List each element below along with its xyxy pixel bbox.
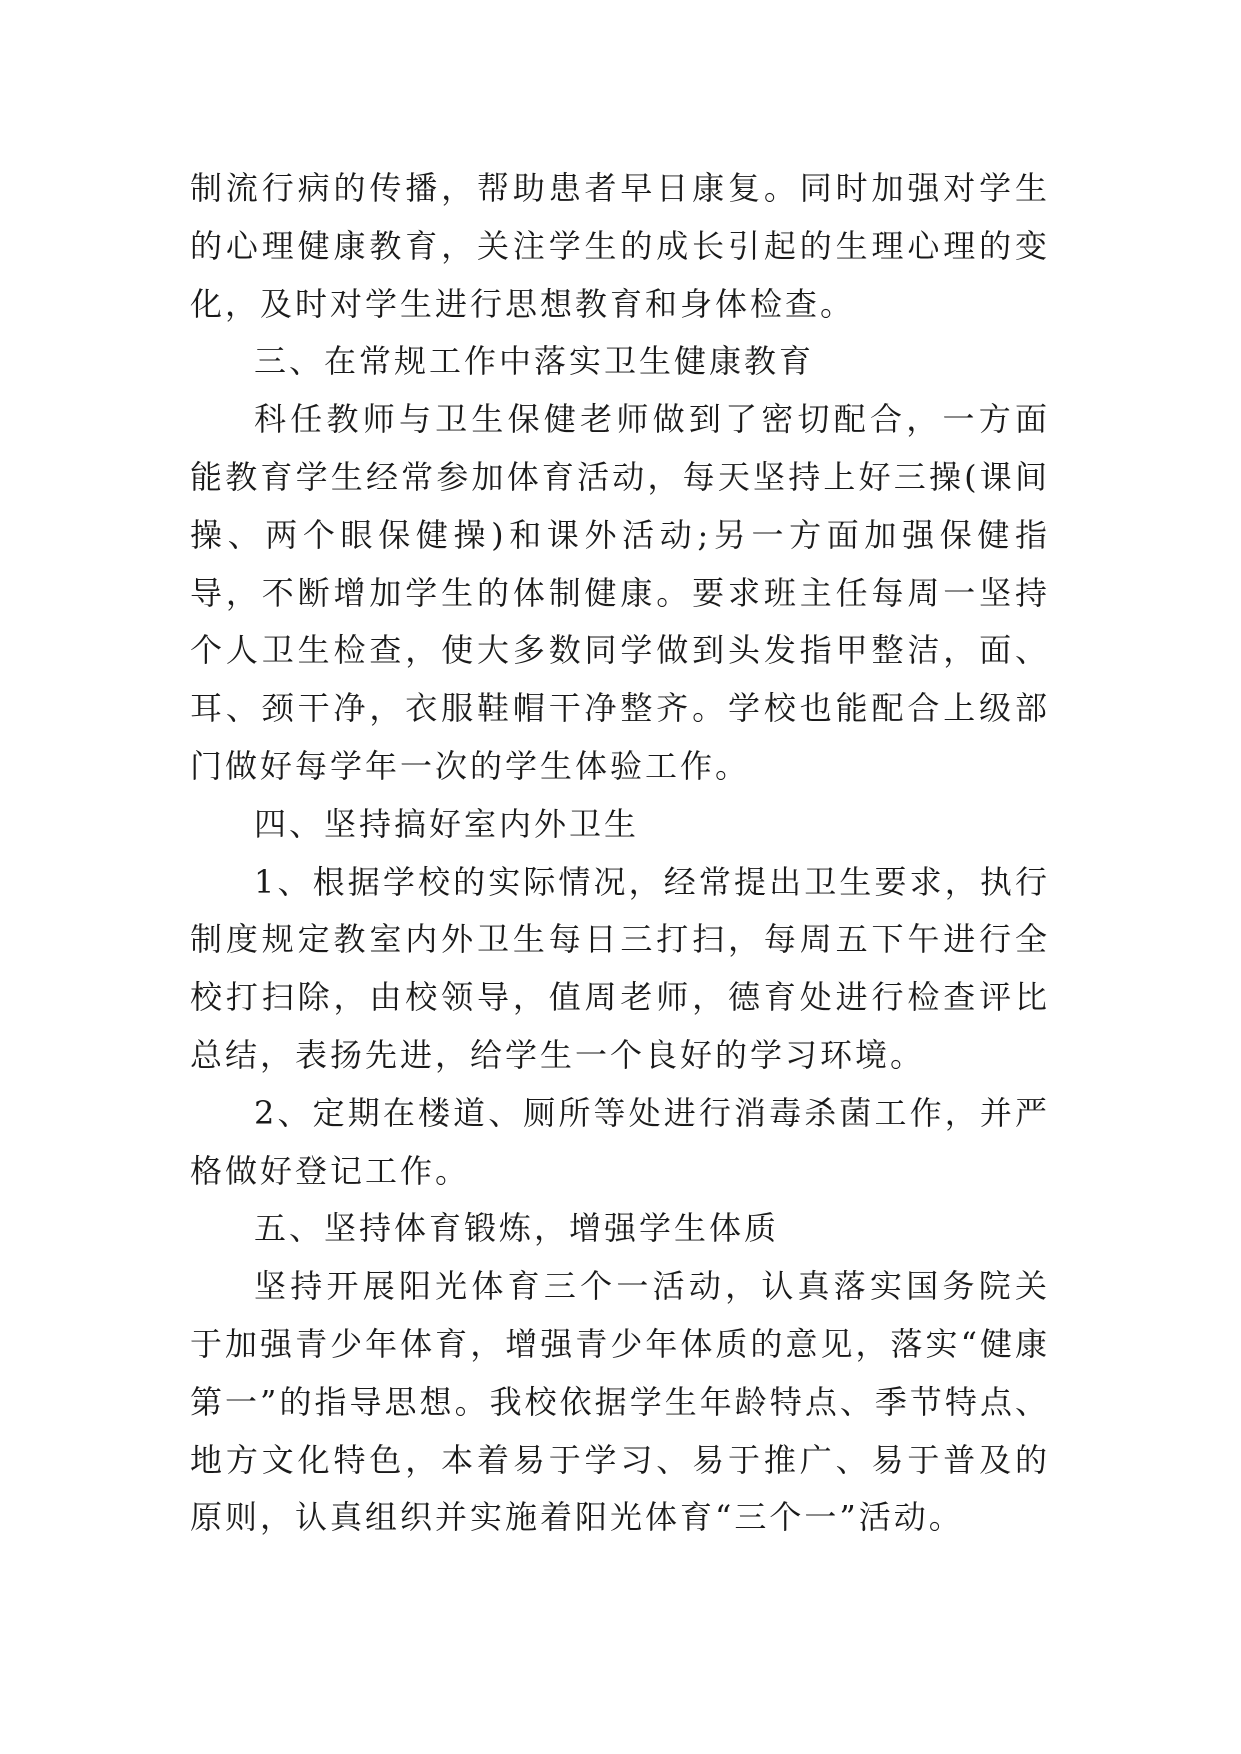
paragraph-item-2: 2、定期在楼道、厕所等处进行消毒杀菌工作，并严格做好登记工作。 (190, 1093, 1050, 1190)
paragraph-health-education: 科任教师与卫生保健老师做到了密切配合，一方面能教育学生经常参加体育活动，每天坚持上好三操(课间操、两个眼保健操)和课外活动;另一方面加强保健指导，不断增加学生的体制健康。要求班主任每周一坚持个人卫生检查，使大多数同学做到头发指甲整洁，面、耳、颈干净，衣服鞋帽干净整齐。学校也能配合上级部门做好每学年一次的学生体验工作。 (190, 400, 1050, 785)
section-heading-5: 五、坚持体育锻炼，增强学生体质 (254, 1209, 780, 1248)
paragraph-sunshine-sports: 坚持开展阳光体育三个一活动，认真落实国务院关于加强青少年体育，增强青少年体质的意见，落实“健康第一”的指导思想。我校依据学生年龄特点、季节特点、地方文化特色，本着易于学习、易于推广、易于普及的原则，认真组织并实施着阳光体育“三个一”活动。 (190, 1267, 1050, 1537)
document-body (190, 160, 1050, 1547)
paragraph-item-1: 1、根据学校的实际情况，经常提出卫生要求，执行制度规定教室内外卫生每日三打扫，每周五下午进行全校打扫除，由校领导，值周老师，德育处进行检查评比总结，表扬先进，给学生一个良好的学习环境。 (190, 862, 1050, 1074)
section-heading-4: 四、坚持搞好室内外卫生 (254, 804, 640, 843)
section-heading-3: 三、在常规工作中落实卫生健康教育 (254, 342, 815, 381)
paragraph-continuation: 制流行病的传播，帮助患者早日康复。同时加强对学生的心理健康教育，关注学生的成长引起的生理心理的变化，及时对学生进行思想教育和身体检查。 (190, 169, 1050, 323)
